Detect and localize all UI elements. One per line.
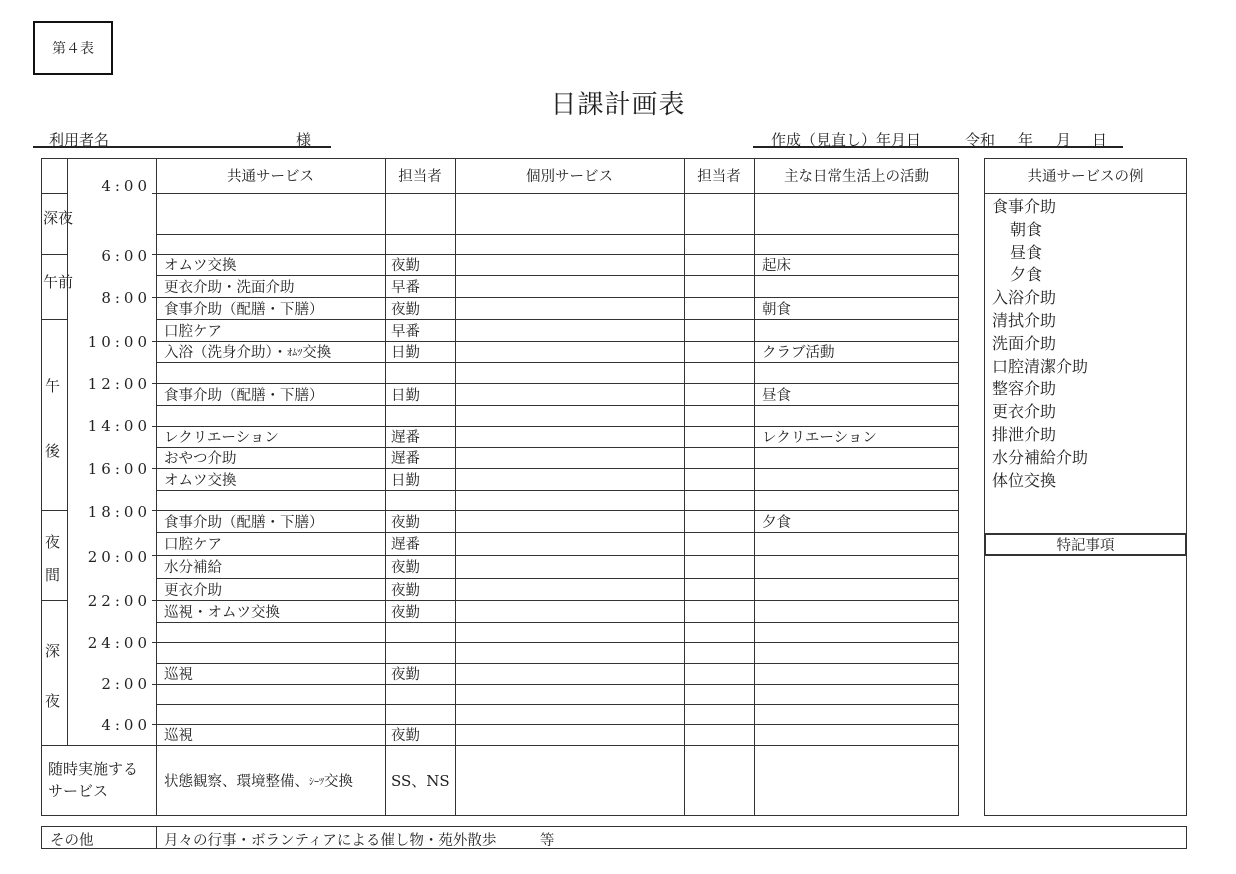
service-example-item: 更衣介助 — [992, 402, 1057, 422]
side-panel-header: 共通サービスの例 — [1027, 169, 1144, 185]
staff-2-cell[interactable] — [690, 510, 754, 532]
daily-activity-cell[interactable] — [762, 234, 959, 254]
daily-activity-cell[interactable] — [762, 468, 959, 490]
staff-2-cell[interactable] — [690, 724, 754, 745]
staff-2-cell[interactable] — [690, 555, 754, 578]
staff-2-cell[interactable] — [690, 275, 754, 297]
common-service-cell[interactable]: オムツ交換 — [164, 258, 237, 274]
daily-activity-cell[interactable] — [762, 193, 959, 234]
staff-2-cell[interactable] — [690, 341, 754, 362]
anytime-label-line2: サービス — [48, 781, 109, 800]
daily-activity-cell[interactable] — [762, 447, 959, 468]
side-panel-header-divider — [984, 193, 1187, 194]
common-service-cell[interactable]: オムツ交換 — [164, 472, 237, 489]
daily-activity-cell[interactable] — [762, 622, 959, 642]
common-service-cell[interactable] — [164, 405, 385, 426]
era-label: 令和 — [965, 131, 996, 149]
time-label: 2:00 — [101, 675, 151, 693]
time-tick — [152, 724, 156, 725]
common-service-cell[interactable]: 巡視 — [164, 728, 193, 744]
month-label: 月 — [1056, 131, 1072, 149]
individual-service-cell[interactable] — [461, 600, 684, 622]
staff-cell[interactable] — [391, 234, 455, 254]
time-label: 24:00 — [87, 634, 151, 652]
individual-service-cell[interactable] — [461, 490, 684, 510]
time-tick — [152, 642, 156, 643]
common-service-cell[interactable]: 食事介助（配膳・下膳） — [164, 301, 324, 318]
anytime-label-line1: 随時実施する — [48, 759, 139, 778]
service-example-item: 洗面介助 — [992, 333, 1057, 353]
other-row — [41, 826, 1187, 849]
time-tick — [152, 193, 156, 194]
individual-service-cell[interactable] — [461, 297, 684, 319]
staff-2-cell[interactable] — [690, 319, 754, 341]
staff-cell[interactable]: 遅番 — [391, 451, 420, 467]
time-tick — [152, 341, 156, 342]
staff-2-cell[interactable] — [690, 578, 754, 600]
time-label: 22:00 — [87, 592, 151, 610]
user-name-field[interactable] — [33, 128, 331, 148]
common-service-cell[interactable] — [164, 704, 385, 724]
common-service-cell[interactable]: 巡視 — [164, 667, 193, 683]
staff-2-cell[interactable] — [690, 193, 754, 234]
staff-col-divider — [455, 158, 456, 816]
daily-activity-cell[interactable] — [762, 405, 959, 426]
daily-activity-cell[interactable]: レクリエーション — [762, 430, 877, 446]
daily-activity-cell[interactable] — [762, 319, 959, 341]
daily-activity-cell[interactable] — [762, 724, 959, 745]
anytime-service-text: 状態観察、環境整備、 — [164, 773, 309, 790]
daily-activity-cell[interactable] — [762, 704, 959, 724]
anytime-service-small: ｼｰﾂ — [309, 776, 324, 788]
staff-2-cell[interactable] — [690, 254, 754, 275]
common-service-cell[interactable]: 更衣介助 — [164, 582, 222, 599]
user-name-label: 利用者名 — [49, 131, 110, 149]
time-label: 18:00 — [87, 503, 151, 521]
individual-service-cell[interactable] — [461, 510, 684, 532]
anytime-staff-2[interactable] — [684, 745, 754, 815]
staff-cell[interactable] — [391, 405, 455, 426]
service-example-item: 食事介助 — [992, 197, 1057, 216]
staff-cell[interactable] — [391, 684, 455, 704]
staff-2-cell[interactable] — [690, 704, 754, 724]
time-col-divider — [156, 158, 157, 816]
page-title: 日課計画表 — [550, 90, 686, 120]
common-service-cell[interactable] — [164, 684, 385, 704]
individual-service-cell[interactable] — [461, 447, 684, 468]
individual-service-cell[interactable] — [461, 275, 684, 297]
staff-cell[interactable]: 遅番 — [391, 430, 420, 446]
staff-cell[interactable] — [391, 704, 455, 724]
staff-cell[interactable] — [391, 193, 455, 234]
daily-activity-cell[interactable] — [762, 642, 959, 663]
anytime-service-tail: 交換 — [324, 773, 353, 790]
other-value[interactable]: 月々の行事・ボランティアによる催し物・苑外散歩 等 — [164, 833, 555, 849]
period-divider — [41, 510, 67, 511]
time-tick — [152, 297, 156, 298]
service-example-item: 整容介助 — [992, 379, 1057, 399]
daily-activity-cell[interactable] — [762, 532, 959, 555]
staff-2-cell[interactable] — [690, 362, 754, 383]
common-service-cell[interactable]: 食事介助（配膳・下膳） — [164, 514, 324, 531]
service-example-item: 入浴介助 — [992, 288, 1057, 308]
time-label: 8:00 — [101, 289, 151, 307]
staff-cell[interactable] — [391, 362, 455, 383]
individual-service-cell[interactable] — [461, 193, 684, 234]
time-tick — [152, 383, 156, 384]
time-label: 14:00 — [87, 417, 151, 435]
individual-service-cell[interactable] — [461, 532, 684, 555]
header-individual-service: 個別サービス — [526, 169, 613, 185]
time-tick — [152, 510, 156, 511]
service-example-item: 夕食 — [1010, 265, 1043, 285]
common-service-cell[interactable] — [164, 341, 385, 362]
daily-activity-cell[interactable] — [762, 490, 959, 510]
common-service-cell[interactable] — [164, 642, 385, 663]
year-label: 年 — [1018, 131, 1034, 149]
individual-service-cell[interactable] — [461, 405, 684, 426]
time-label: 4:00 — [101, 177, 151, 195]
staff-cell[interactable]: 夜勤 — [391, 258, 420, 274]
staff-cell[interactable] — [391, 642, 455, 663]
common-service-cell[interactable]: おやつ介助 — [164, 451, 237, 467]
daily-activity-cell[interactable] — [762, 362, 959, 383]
common-service-cell[interactable]: 更衣介助・洗面介助 — [164, 279, 295, 296]
staff-cell[interactable]: 夜勤 — [391, 728, 420, 744]
period-divider — [41, 254, 67, 255]
staff-2-cell[interactable] — [690, 622, 754, 642]
period-divider — [41, 319, 67, 320]
time-label: 6:00 — [101, 247, 151, 265]
header-common-service: 共通サービス — [227, 169, 314, 185]
individual-service-cell[interactable] — [461, 341, 684, 362]
individual-service-cell[interactable] — [461, 254, 684, 275]
common-service-cell[interactable] — [164, 193, 385, 234]
staff-2-cell[interactable] — [690, 600, 754, 622]
service-text-tail: 交換 — [302, 345, 332, 361]
other-divider — [156, 827, 157, 848]
common-service-cell[interactable]: 口腔ケア — [164, 537, 222, 553]
service-example-item: 清拭介助 — [992, 310, 1057, 330]
common-service-examples — [992, 196, 1088, 492]
individual-service-cell[interactable] — [461, 642, 684, 663]
time-label: 20:00 — [87, 548, 151, 566]
anytime-individual[interactable] — [455, 745, 684, 815]
staff-cell[interactable]: 早番 — [391, 323, 420, 340]
staff-cell[interactable]: 夜勤 — [391, 301, 420, 318]
creation-date-field[interactable] — [753, 128, 1123, 148]
common-service-cell[interactable] — [164, 490, 385, 510]
staff-cell[interactable]: 夜勤 — [391, 582, 420, 599]
daily-activity-cell[interactable]: 夕食 — [762, 514, 791, 531]
individual-service-cell[interactable] — [461, 362, 684, 383]
staff-cell[interactable]: 日勤 — [391, 472, 420, 489]
service-example-item: 体位交換 — [992, 470, 1057, 490]
common-service-cell[interactable]: レクリエーション — [164, 430, 279, 446]
time-tick — [152, 426, 156, 427]
individual-service-cell[interactable] — [461, 555, 684, 578]
staff-2-cell[interactable] — [690, 426, 754, 447]
form-number: 第４表 — [33, 21, 113, 75]
other-label: その他 — [50, 833, 94, 849]
period-late-night-2a: 深 — [45, 642, 61, 660]
service-example-item: 朝食 — [1010, 219, 1043, 239]
staff-cell[interactable]: 早番 — [391, 279, 420, 296]
time-tick — [152, 555, 156, 556]
service-col-divider — [385, 158, 386, 816]
period-evening-1: 夜 — [45, 533, 61, 551]
daily-activity-cell[interactable] — [762, 663, 959, 684]
staff-2-cell[interactable] — [690, 532, 754, 555]
daily-activity-cell[interactable]: クラブ活動 — [762, 345, 835, 361]
period-evening-2: 間 — [45, 566, 61, 584]
service-text: 入浴（洗身介助）・ — [164, 345, 288, 361]
anytime-service[interactable] — [164, 745, 385, 815]
common-service-cell[interactable]: 巡視・オムツ交換 — [164, 604, 280, 621]
staff-cell[interactable]: 夜勤 — [391, 667, 420, 683]
anytime-staff[interactable]: SS、NS — [391, 771, 450, 790]
service-example-item: 排泄介助 — [992, 424, 1057, 444]
staff-2-cell[interactable] — [690, 663, 754, 684]
individual-service-cell[interactable] — [461, 663, 684, 684]
daily-activity-cell[interactable]: 昼食 — [762, 387, 791, 404]
period-divider — [41, 193, 67, 194]
daily-activity-cell[interactable]: 朝食 — [762, 301, 791, 318]
header-staff: 担当者 — [398, 169, 442, 185]
staff-2-cell[interactable] — [690, 684, 754, 704]
staff-2-cell[interactable] — [690, 447, 754, 468]
daily-activity-cell[interactable] — [762, 684, 959, 704]
user-name-suffix: 様 — [296, 131, 312, 149]
service-example-item: 口腔清潔介助 — [992, 356, 1089, 376]
individual-service-cell[interactable] — [461, 234, 684, 254]
special-notes-area[interactable] — [986, 558, 1185, 814]
time-label: 16:00 — [87, 460, 151, 478]
common-service-cell[interactable]: 水分補給 — [164, 560, 222, 576]
time-tick — [152, 684, 156, 685]
period-divider — [41, 600, 67, 601]
staff-2-cell[interactable] — [690, 490, 754, 510]
period-late-night-2b: 夜 — [45, 692, 61, 710]
staff-cell[interactable] — [391, 490, 455, 510]
common-service-cell[interactable] — [164, 234, 385, 254]
daily-activity-cell[interactable] — [762, 555, 959, 578]
individual-service-cell[interactable] — [461, 383, 684, 405]
individual-service-cell[interactable] — [461, 578, 684, 600]
staff-cell[interactable]: 夜勤 — [391, 560, 420, 576]
staff-2-cell[interactable] — [690, 468, 754, 490]
period-afternoon-1: 午 — [45, 377, 61, 395]
daily-activity-cell[interactable] — [762, 600, 959, 622]
individual-service-cell[interactable] — [461, 468, 684, 490]
staff-cell[interactable] — [391, 622, 455, 642]
service-text-small: ｵﾑﾂ — [287, 348, 303, 359]
staff-2-cell[interactable] — [690, 297, 754, 319]
header-daily-activity: 主な日常生活上の活動 — [784, 169, 929, 185]
staff-2-cell[interactable] — [690, 234, 754, 254]
period-late-night: 深夜 — [43, 209, 74, 227]
staff2-col-divider — [754, 158, 755, 816]
individual-col-divider — [684, 158, 685, 816]
staff-cell[interactable]: 日勤 — [391, 387, 420, 404]
time-label: 4:00 — [101, 716, 151, 734]
individual-service-cell[interactable] — [461, 426, 684, 447]
daily-activity-cell[interactable]: 起床 — [762, 258, 791, 274]
staff-cell[interactable]: 夜勤 — [391, 514, 420, 531]
staff-2-cell[interactable] — [690, 642, 754, 663]
staff-2-cell[interactable] — [690, 383, 754, 405]
time-tick — [152, 254, 156, 255]
period-afternoon-2: 後 — [45, 442, 61, 460]
time-label: 10:00 — [87, 333, 151, 351]
individual-service-cell[interactable] — [461, 622, 684, 642]
service-example-item: 昼食 — [1010, 242, 1043, 262]
period-morning: 午前 — [43, 273, 74, 291]
time-label: 12:00 — [87, 375, 151, 393]
creation-date-label: 作成（見直し）年月日 — [771, 131, 922, 149]
individual-service-cell[interactable] — [461, 704, 684, 724]
individual-service-cell[interactable] — [461, 684, 684, 704]
anytime-activity[interactable] — [754, 745, 959, 815]
service-example-item: 水分補給介助 — [992, 447, 1089, 467]
day-label: 日 — [1092, 131, 1108, 149]
special-notes-header: 特記事項 — [984, 533, 1187, 556]
individual-service-cell[interactable] — [461, 724, 684, 745]
staff-cell[interactable]: 夜勤 — [391, 604, 420, 621]
staff-2-cell[interactable] — [690, 405, 754, 426]
common-service-cell[interactable] — [164, 362, 385, 383]
common-service-cell[interactable] — [164, 622, 385, 642]
daily-activity-cell[interactable] — [762, 275, 959, 297]
individual-service-cell[interactable] — [461, 319, 684, 341]
staff-cell[interactable]: 日勤 — [391, 345, 420, 361]
header-staff-2: 担当者 — [697, 169, 741, 185]
staff-cell[interactable]: 遅番 — [391, 537, 420, 553]
daily-activity-cell[interactable] — [762, 578, 959, 600]
common-service-cell[interactable]: 口腔ケア — [164, 323, 222, 340]
time-tick — [152, 600, 156, 601]
time-tick — [152, 468, 156, 469]
common-service-cell[interactable]: 食事介助（配膳・下膳） — [164, 387, 324, 404]
